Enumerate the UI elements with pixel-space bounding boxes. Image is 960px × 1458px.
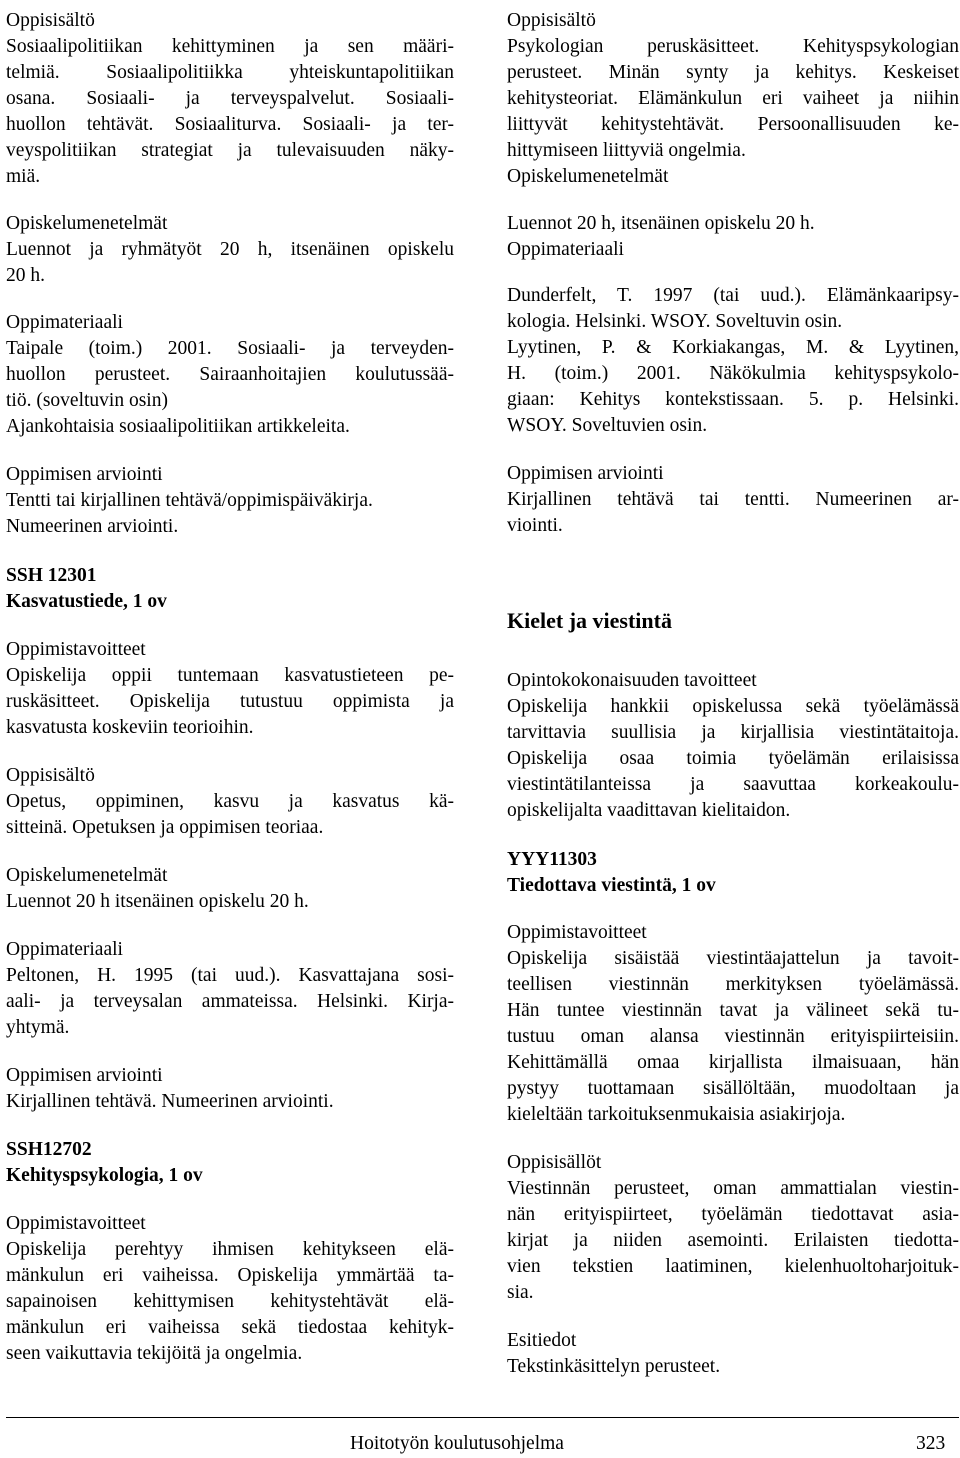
body-line: Opetus, oppiminen, kasvu ja kasvatus kä- bbox=[6, 791, 454, 812]
body-line: Opiskelija oppii tuntemaan kasvatustieteen pe- bbox=[6, 665, 454, 686]
section-label: Oppisisältö bbox=[6, 765, 95, 786]
body-line: aali- ja terveysalan ammateissa. Helsinki. Kirja- bbox=[6, 991, 454, 1012]
section-label: Oppimateriaali bbox=[6, 939, 123, 960]
section-label: Oppimisen arviointi bbox=[6, 464, 163, 485]
section-label: Esitiedot bbox=[507, 1330, 577, 1351]
body-line: kologia. Helsinki. WSOY. Soveltuvin osin. bbox=[507, 311, 843, 332]
body-line: hittymiseen liittyviä ongelmia. bbox=[507, 140, 746, 161]
section-label: Oppimisen arviointi bbox=[507, 463, 664, 484]
body-line: nän erityispiirteet, työelämän tiedottavat asia- bbox=[507, 1204, 959, 1225]
section-label: Oppisisällöt bbox=[507, 1152, 602, 1173]
body-line: Viestinnän perusteet, oman ammattialan viestin- bbox=[507, 1178, 959, 1199]
body-line: 20 h. bbox=[6, 265, 45, 286]
section-label: Opintokokonaisuuden tavoitteet bbox=[507, 670, 757, 691]
body-line: ruskäsitteet. Opiskelija tutustuu oppimista ja bbox=[6, 691, 454, 712]
body-line: kasvatusta koskeviin teorioihin. bbox=[6, 717, 254, 738]
section-label: Oppimateriaali bbox=[6, 312, 123, 333]
course-heading: Kehityspsykologia, 1 ov bbox=[6, 1165, 203, 1186]
body-line: Kirjallinen tehtävä. Numeerinen arviointi. bbox=[6, 1091, 334, 1112]
section-label: Oppimistavoitteet bbox=[507, 922, 647, 943]
body-line: Sosiaalipolitiikan kehittyminen ja sen määri- bbox=[6, 36, 454, 57]
body-line: pystyy tuottamaan sisällöltään, muodoltaan ja bbox=[507, 1078, 959, 1099]
body-line: opiskelijalta vaadittavan kielitaidon. bbox=[507, 800, 791, 821]
body-line: sapainoisen kehittymisen kehitystehtävät elä- bbox=[6, 1291, 454, 1312]
body-line: Taipale (toim.) 2001. Sosiaali- ja terveyden- bbox=[6, 338, 454, 359]
body-line: WSOY. Soveltuvien osin. bbox=[507, 415, 708, 436]
body-line: viointi. bbox=[507, 515, 563, 536]
footer-divider bbox=[6, 1417, 959, 1418]
body-line: Peltonen, H. 1995 (tai uud.). Kasvattajana sosi- bbox=[6, 965, 454, 986]
body-line: tustuu oman alansa viestinnän erityispiirteisiin. bbox=[507, 1026, 959, 1047]
body-line: huollon tehtävät. Sosiaaliturva. Sosiaali- ja ter- bbox=[6, 114, 454, 135]
body-line: Psykologian peruskäsitteet. Kehityspsykologian bbox=[507, 36, 959, 57]
section-label: Opiskelumenetelmät bbox=[6, 865, 168, 886]
body-line: kieleltään tarkoituksenmukaisia asiakirjoja. bbox=[507, 1104, 846, 1125]
body-line: Numeerinen arviointi. bbox=[6, 516, 179, 537]
course-heading: YYY11303 bbox=[507, 849, 597, 870]
body-line: Tentti tai kirjallinen tehtävä/oppimispäiväkirja. bbox=[6, 490, 373, 511]
section-label: Oppimistavoitteet bbox=[6, 639, 146, 660]
body-line: telmiä. Sosiaalipolitiikka yhteiskuntapolitiikan bbox=[6, 62, 454, 83]
body-line: osana. Sosiaali- ja terveyspalvelut. Sosiaali- bbox=[6, 88, 454, 109]
section-label: Oppimisen arviointi bbox=[6, 1065, 163, 1086]
section-label: Opiskelumenetelmät bbox=[6, 213, 168, 234]
body-line: Opiskelija hankkii opiskelussa sekä työelämässä bbox=[507, 696, 959, 717]
body-line: Hän tuntee viestinnän tavat ja välineet sekä tu- bbox=[507, 1000, 959, 1021]
body-line: huollon perusteet. Sairaanhoitajien koulutussää- bbox=[6, 364, 454, 385]
body-line: Opiskelija perehtyy ihmisen kehitykseen elä- bbox=[6, 1239, 454, 1260]
body-line: Dunderfelt, T. 1997 (tai uud.). Elämänkaaripsy- bbox=[507, 285, 959, 306]
body-line: giaan: Kehitys kontekstissaan. 5. p. Helsinki. bbox=[507, 389, 959, 410]
body-line: Opiskelija sisäistää viestintäajattelun ja tavoit- bbox=[507, 948, 959, 969]
body-line: vien tekstien laatiminen, kielenhuoltoharjoituk- bbox=[507, 1256, 959, 1277]
section-label: Oppimateriaali bbox=[507, 239, 624, 260]
body-line: Kirjallinen tehtävä tai tentti. Numeerinen ar- bbox=[507, 489, 959, 510]
section-label: Oppisisältö bbox=[507, 10, 596, 31]
course-heading: Tiedottava viestintä, 1 ov bbox=[507, 875, 716, 896]
section-label: Opiskelumenetelmät bbox=[507, 166, 669, 187]
course-heading: SSH12702 bbox=[6, 1139, 92, 1160]
body-line: kehitysteoriat. Elämänkulun eri vaiheet ja niihin bbox=[507, 88, 959, 109]
body-line: Tekstinkäsittelyn perusteet. bbox=[507, 1356, 721, 1377]
body-line: sia. bbox=[507, 1282, 534, 1303]
section-heading: Kielet ja viestintä bbox=[507, 608, 672, 633]
body-line: H. (toim.) 2001. Näkökulmia kehityspsykolo- bbox=[507, 363, 959, 384]
body-line: liittyvät kehitystehtävät. Persoonallisuuden ke- bbox=[507, 114, 959, 135]
section-label: Oppimistavoitteet bbox=[6, 1213, 146, 1234]
course-heading: SSH 12301 bbox=[6, 565, 97, 586]
body-line: Ajankohtaisia sosiaalipolitiikan artikkeleita. bbox=[6, 416, 350, 437]
body-line: kirjat ja niiden asemointi. Erilaisten tiedotta- bbox=[507, 1230, 959, 1251]
course-heading: Kasvatustiede, 1 ov bbox=[6, 591, 167, 612]
body-line: viestintätilanteissa ja saavuttaa korkeakoulu- bbox=[507, 774, 959, 795]
body-line: Luennot 20 h itsenäinen opiskelu 20 h. bbox=[6, 891, 309, 912]
page-number: 323 bbox=[916, 1433, 946, 1454]
body-line: Opiskelija osaa toimia työelämän erilaisissa bbox=[507, 748, 959, 769]
body-line: yhtymä. bbox=[6, 1017, 70, 1038]
body-line: teellisen viestinnän merkityksen työelämässä. bbox=[507, 974, 959, 995]
section-label: Oppisisältö bbox=[6, 10, 95, 31]
body-line: sitteinä. Opetuksen ja oppimisen teoriaa. bbox=[6, 817, 324, 838]
body-line: mänkulun eri vaiheissa. Opiskelija ymmärtää ta- bbox=[6, 1265, 454, 1286]
body-line: veyspolitiikan strategiat ja tulevaisuuden näky- bbox=[6, 140, 454, 161]
body-line: Luennot 20 h, itsenäinen opiskelu 20 h. bbox=[507, 213, 815, 234]
body-line: Luennot ja ryhmätyöt 20 h, itsenäinen opiskelu bbox=[6, 239, 454, 260]
body-line: tarvittavia suullisia ja kirjallisia viestintätaitoja. bbox=[507, 722, 959, 743]
body-line: mänkulun eri vaiheissa sekä tiedostaa kehityk- bbox=[6, 1317, 454, 1338]
body-line: Kehittämällä omaa kirjallista ilmaisuaan, hän bbox=[507, 1052, 959, 1073]
body-line: perusteet. Minän synty ja kehitys. Keskeiset bbox=[507, 62, 959, 83]
body-line: Lyytinen, P. & Korkiakangas, M. & Lyytinen, bbox=[507, 337, 959, 358]
footer-title: Hoitotyön koulutusohjelma bbox=[350, 1433, 564, 1454]
body-line: seen vaikuttavia tekijöitä ja ongelmia. bbox=[6, 1343, 303, 1364]
body-line: tiö. (soveltuvin osin) bbox=[6, 390, 168, 411]
body-line: miä. bbox=[6, 166, 41, 187]
